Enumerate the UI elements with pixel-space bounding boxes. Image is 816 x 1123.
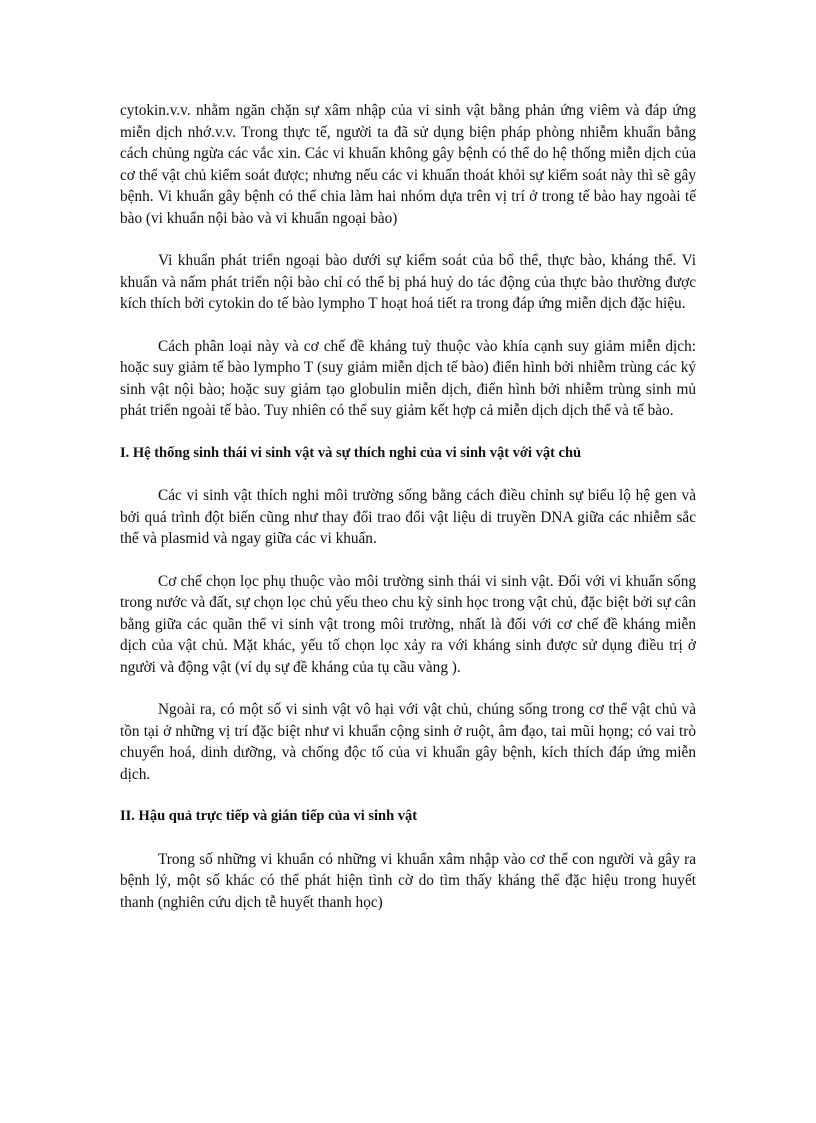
section-heading: II. Hậu quả trực tiếp và gián tiếp của vi sinh vật (120, 808, 418, 824)
body-paragraph: Vi khuẩn phát triển ngoại bào dưới sự kiểm soát của bổ thể, thực bào, kháng thể. Vi khuẩn và nấm phát triển nội bào chỉ có thể bị phá huỷ do tác động của thực bào thường được kích thích bởi cytokin do tế bào lympho T hoạt hoá tiết ra trong đáp ứng miễn dịch đặc hiệu. (120, 252, 696, 312)
body-paragraph: Ngoài ra, có một số vi sinh vật vô hại với vật chủ, chúng sống trong cơ thể vật chủ và tồn tại ở những vị trí đặc biệt như vi khuẩn cộng sinh ở ruột, âm đạo, tai mũi họng; có vai trò chuyển hoá, dinh dưỡng, và chống độc tố của vi khuẩn gây bệnh, kích thích đáp ứng miễn dịch. (120, 701, 696, 783)
document-page (120, 100, 696, 934)
body-paragraph: Cách phân loại này và cơ chế đề kháng tuỳ thuộc vào khía cạnh suy giảm miễn dịch: hoặc suy giảm tế bào lympho T (suy giảm miễn dịch tế bào) điển hình bởi nhiễm trùng các ký sinh vật nội bào; hoặc suy giảm tạo globulin miễn dịch, điển hình bởi nhiễm trùng sinh mủ phát triển ngoài tế bào. Tuy nhiên có thể suy giảm kết hợp cả miễn dịch dịch thể và tế bào. (120, 337, 696, 419)
body-paragraph: cytokin.v.v. nhằm ngăn chặn sự xâm nhập của vi sinh vật bằng phản ứng viêm và đáp ứng miễn dịch nhớ.v.v. Trong thực tế, người ta đã sử dụng biện pháp phòng nhiễm khuẩn bằng cách chủng ngừa các vắc xin. Các vi khuẩn không gây bệnh có thể do hệ thống miễn dịch của cơ thể vật chủ kiểm soát được; nhưng nếu các vi khuẩn thoát khỏi sự kiểm soát này thì sẽ gây bệnh. Vi khuẩn gây bệnh có thể chia làm hai nhóm dựa trên vị trí ở trong tế bào hay ngoài tế bào (vi khuẩn nội bào và vi khuẩn ngoại bào) (120, 102, 696, 227)
section-heading: I. Hệ thống sinh thái vi sinh vật và sự thích nghi của vi sinh vật với vật chủ (120, 444, 582, 461)
body-paragraph: Các vi sinh vật thích nghi môi trường sống bằng cách điều chỉnh sự biểu lộ hệ gen và bởi quá trình đột biến cũng như thay đổi trao đổi vật liệu di truyền DNA giữa các nhiễm sắc thể và plasmid và ngay giữa các vi khuẩn. (120, 487, 696, 547)
body-paragraph: Cơ chế chọn lọc phụ thuộc vào môi trường sinh thái vi sinh vật. Đối với vi khuẩn sống trong nước và đất, sự chọn lọc chủ yếu theo chu kỳ sinh học trong vật chủ, đặc biệt bởi sự cân bằng giữa các quần thể vi sinh vật trong môi trường, nhất là đối với cơ chế đề kháng miễn dịch của vật chủ. Mặt khác, yếu tố chọn lọc xảy ra với kháng sinh được sử dụng điều trị ở người và động vật (ví dụ sự đề kháng của tụ cầu vàng ). (120, 572, 696, 676)
body-paragraph: Trong số những vi khuẩn có những vi khuẩn xâm nhập vào cơ thể con người và gây ra bệnh lý, một số khác có thể phát hiện tình cờ do tìm thấy kháng thể đặc hiệu trong huyết thanh (nghiên cứu dịch tễ huyết thanh học) (120, 850, 696, 911)
